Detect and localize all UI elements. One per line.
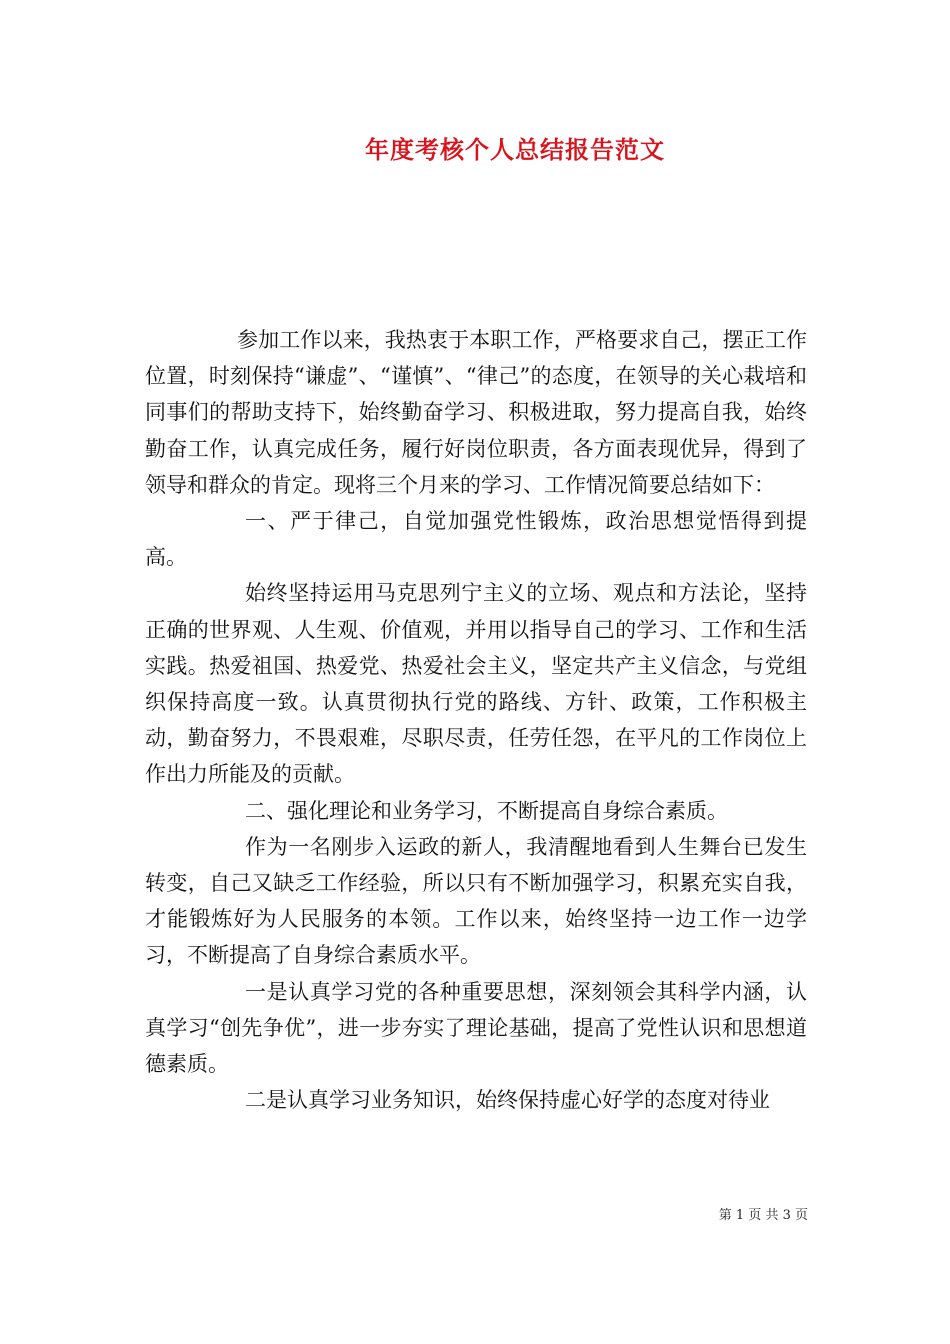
paragraph-point-2: 二是认真学习业务知识，始终保持虚心好学的态度对待业 [245, 1088, 770, 1113]
section-heading-1: 一、严于律己，自觉加强党性锻炼，政治思想觉悟得到提高。 [145, 509, 807, 570]
section-heading-2: 二、强化理论和业务学习，不断提高自身综合素质。 [245, 798, 728, 823]
paragraph-section-2: 作为一名刚步入运政的新人，我清醒地看到人生舞台已发生转变，自己又缺乏工作经验，所以只有不断加强学习，积累充实自我，才能锻炼好为人民服务的本领。工作以来，始终坚持一边工作一边学习，不断提高了自身综合素质水平。 [145, 834, 807, 968]
document-body [145, 322, 807, 1118]
paragraph-section-1: 始终坚持运用马克思列宁主义的立场、观点和方法论，坚持正确的世界观、人生观、价值观，并用以指导自己的学习、工作和生活实践。热爱祖国、热爱党、热爱社会主义，坚定共产主义信念，与党组织保持高度一致。认真贯彻执行党的路线、方针、政策，工作积极主动，勤奋努力，不畏艰难，尽职尽责，任劳任怨，在平凡的工作岗位上作出力所能及的贡献。 [145, 581, 807, 787]
document-title: 年度考核个人总结报告范文 [365, 135, 665, 164]
paragraph-intro: 参加工作以来，我热衷于本职工作，严格要求自己，摆正工作位置，时刻保持“谦虚”、“谨慎”、“律己”的态度，在领导的关心栽培和同事们的帮助支持下，始终勤奋学习、积极进取，努力提高自我，始终勤奋工作，认真完成任务，履行好岗位职责，各方面表现优异，得到了领导和群众的肯定。现将三个月来的学习、工作情况简要总结如下： [145, 328, 807, 497]
page-number-footer: 第 1 页 共 3 页 [718, 1208, 808, 1223]
paragraph-point-1: 一是认真学习党的各种重要思想，深刻领会其科学内涵，认真学习“创先争优”，进一步夯实了理论基础，提高了党性认识和思想道德素质。 [145, 979, 807, 1077]
